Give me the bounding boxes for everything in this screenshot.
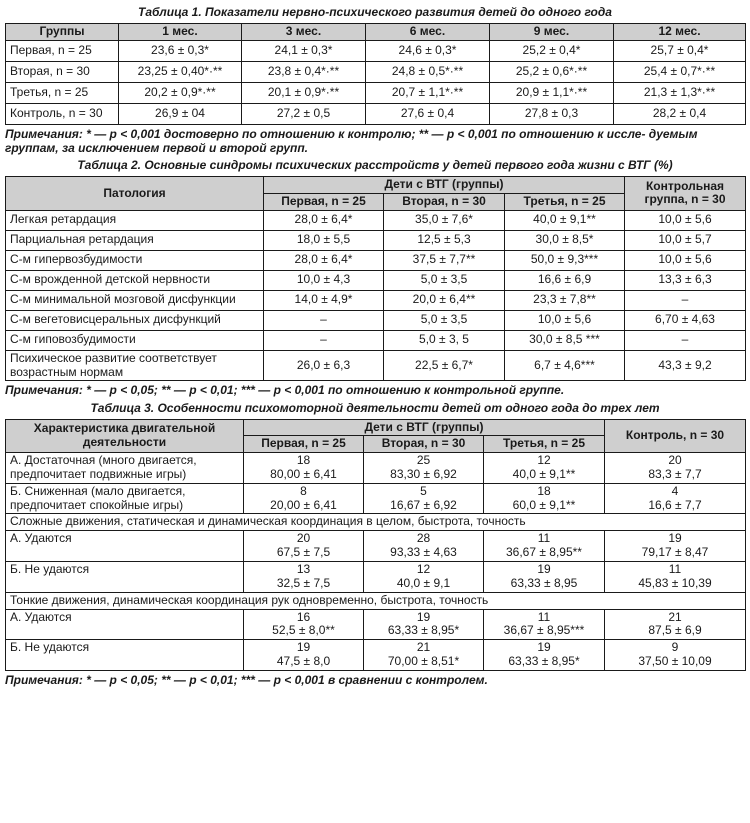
table-cell: 27,6 ± 0,4 bbox=[366, 103, 490, 124]
table-cell: 23,25 ± 0,40*·** bbox=[119, 61, 242, 82]
cell-percent: 70,00 ± 8,51* bbox=[387, 653, 460, 668]
cell-percent: 40,0 ± 9,1 bbox=[396, 575, 451, 590]
table-row bbox=[6, 350, 746, 381]
table2-subheader-first: Первая, n = 25 bbox=[264, 193, 384, 210]
row-label: А. Удаются bbox=[6, 531, 244, 562]
table-cell bbox=[605, 609, 746, 640]
table3-header-characteristic: Характеристика двигательной деятельности bbox=[6, 419, 244, 453]
table2-header-control: Контрольная группа, n = 30 bbox=[625, 177, 746, 211]
table-cell bbox=[605, 483, 746, 514]
table2-header-vtg: Дети с ВТГ (группы) bbox=[264, 177, 625, 194]
table1-header-1m: 1 мес. bbox=[119, 23, 242, 40]
table-cell: – bbox=[625, 330, 746, 350]
table-cell: 5,0 ± 3, 5 bbox=[384, 330, 505, 350]
table-row bbox=[6, 40, 746, 61]
table-cell: 28,0 ± 6,4* bbox=[264, 210, 384, 230]
table-row bbox=[6, 531, 746, 562]
cell-count: 19 bbox=[537, 640, 551, 655]
table-cell bbox=[244, 561, 364, 592]
row-label: Б. Не удаются bbox=[6, 640, 244, 671]
table-cell: 24,8 ± 0,5*·** bbox=[366, 61, 490, 82]
table-cell: 27,8 ± 0,3 bbox=[490, 103, 614, 124]
cell-count: 21 bbox=[668, 609, 682, 624]
table-row bbox=[6, 103, 746, 124]
table-cell: 16,6 ± 6,9 bbox=[505, 270, 625, 290]
table2 bbox=[5, 176, 746, 381]
cell-count: 5 bbox=[420, 483, 427, 498]
table-cell: 25,4 ± 0,7*·** bbox=[614, 61, 746, 82]
table-cell bbox=[364, 453, 484, 484]
table-cell: 6,7 ± 4,6*** bbox=[505, 350, 625, 381]
table-cell: 30,0 ± 8,5* bbox=[505, 230, 625, 250]
table-cell bbox=[484, 453, 605, 484]
table3-header-vtg: Дети с ВТГ (группы) bbox=[244, 419, 605, 436]
row-label: А. Удаются bbox=[6, 609, 244, 640]
table-cell: 20,0 ± 6,4** bbox=[384, 290, 505, 310]
cell-percent: 80,00 ± 6,41 bbox=[270, 466, 337, 481]
cell-count: 19 bbox=[537, 561, 551, 576]
section-label: Сложные движения, статическая и динамическая координация в целом, быстрота, точность bbox=[6, 514, 746, 531]
table-cell: 28,2 ± 0,4 bbox=[614, 103, 746, 124]
table-cell: 25,7 ± 0,4* bbox=[614, 40, 746, 61]
row-label: С-м вегетовисцеральных дисфункций bbox=[6, 310, 264, 330]
table-row bbox=[6, 609, 746, 640]
table-cell bbox=[244, 483, 364, 514]
cell-count: 16 bbox=[296, 609, 311, 624]
table3-subheader-first: Первая, n = 25 bbox=[244, 436, 364, 453]
table-cell: 5,0 ± 3,5 bbox=[384, 310, 505, 330]
table-cell: 24,6 ± 0,3* bbox=[366, 40, 490, 61]
cell-count: 20 bbox=[296, 531, 311, 546]
row-label: Легкая ретардация bbox=[6, 210, 264, 230]
cell-percent: 20,00 ± 6,41 bbox=[270, 497, 337, 512]
table-cell: 27,2 ± 0,5 bbox=[242, 103, 366, 124]
table-cell: 26,0 ± 6,3 bbox=[264, 350, 384, 381]
table-cell: 30,0 ± 8,5 *** bbox=[505, 330, 625, 350]
table-cell: 6,70 ± 4,63 bbox=[625, 310, 746, 330]
row-label: С-м минимальной мозговой дисфункции bbox=[6, 290, 264, 310]
table-cell bbox=[484, 483, 605, 514]
cell-percent: 32,5 ± 7,5 bbox=[276, 575, 331, 590]
table3-subheader-third: Третья, n = 25 bbox=[484, 436, 605, 453]
table-cell bbox=[364, 640, 484, 671]
table-cell: 20,1 ± 0,9*·** bbox=[242, 82, 366, 103]
cell-count: 25 bbox=[416, 453, 431, 468]
cell-percent: 47,5 ± 8,0 bbox=[276, 653, 331, 668]
table-cell bbox=[244, 609, 364, 640]
row-label: Б. Не удаются bbox=[6, 561, 244, 592]
table3-note: Примечания: * — p < 0,05; ** — p < 0,01; *** — p < 0,001 в сравнении с контролем. bbox=[5, 672, 488, 687]
table-cell: 20,9 ± 1,1*·** bbox=[490, 82, 614, 103]
table-cell: 21,3 ± 1,3*·** bbox=[614, 82, 746, 103]
row-label: Психическое развитие соответствует возрастным нормам bbox=[6, 350, 264, 381]
table-cell bbox=[364, 561, 484, 592]
row-label: Б. Сниженная (мало двигается, предпочитает спокойные игры) bbox=[6, 483, 244, 514]
table-row bbox=[6, 310, 746, 330]
table-row bbox=[6, 483, 746, 514]
table-cell: 26,9 ± 04 bbox=[119, 103, 242, 124]
table-cell bbox=[484, 640, 605, 671]
table3-caption: Таблица 3. Особенности психомоторной деятельности детей от одного года до трех лет bbox=[90, 400, 660, 415]
cell-percent: 79,17 ± 8,47 bbox=[641, 545, 709, 560]
cell-count: 4 bbox=[671, 483, 679, 498]
section-row bbox=[6, 514, 746, 531]
table-cell: 50,0 ± 9,3*** bbox=[505, 250, 625, 270]
table-cell: 20,2 ± 0,9*·** bbox=[119, 82, 242, 103]
cell-percent: 52,5 ± 8,0** bbox=[272, 623, 335, 638]
table-cell: 40,0 ± 9,1** bbox=[505, 210, 625, 230]
cell-count: 11 bbox=[668, 561, 682, 576]
table-row bbox=[6, 61, 746, 82]
cell-count: 20 bbox=[668, 453, 682, 468]
table-cell bbox=[244, 531, 364, 562]
table-cell: 12,5 ± 5,3 bbox=[384, 230, 505, 250]
table-cell bbox=[364, 531, 484, 562]
cell-count: 19 bbox=[416, 609, 431, 624]
row-label: Вторая, n = 30 bbox=[6, 61, 119, 82]
table1-header-groups: Группы bbox=[6, 23, 119, 40]
cell-percent: 40,0 ± 9,1** bbox=[512, 466, 576, 481]
table1-note: Примечания: * — p < 0,001 достоверно по отношению к контролю; ** — p < 0,001 по отношению к иссле- дуемым группам, за исключением первой и второй групп. bbox=[5, 126, 698, 155]
table-cell: 43,3 ± 9,2 bbox=[625, 350, 746, 381]
table1 bbox=[5, 23, 746, 125]
row-label: Контроль, n = 30 bbox=[6, 103, 119, 124]
table-cell bbox=[605, 561, 746, 592]
cell-count: 8 bbox=[300, 483, 307, 498]
cell-percent: 63,33 ± 8,95 bbox=[510, 575, 578, 590]
cell-count: 12 bbox=[537, 453, 551, 468]
table-row bbox=[6, 561, 746, 592]
table-row bbox=[6, 453, 746, 484]
table-cell: 23,3 ± 7,8** bbox=[505, 290, 625, 310]
section-label: Тонкие движения, динамическая координация рук одновременно, быстрота, точность bbox=[6, 592, 746, 609]
table-cell: 18,0 ± 5,5 bbox=[264, 230, 384, 250]
table-cell: 5,0 ± 3,5 bbox=[384, 270, 505, 290]
table-cell: 10,0 ± 5,6 bbox=[625, 210, 746, 230]
table-cell: 28,0 ± 6,4* bbox=[264, 250, 384, 270]
table-cell bbox=[244, 453, 364, 484]
cell-count: 9 bbox=[671, 640, 679, 655]
row-label: С-м гиповозбудимости bbox=[6, 330, 264, 350]
table-cell bbox=[484, 561, 605, 592]
table-row bbox=[6, 290, 746, 310]
table-cell: 23,8 ± 0,4*·** bbox=[242, 61, 366, 82]
table-cell: 35,0 ± 7,6* bbox=[384, 210, 505, 230]
section-row bbox=[6, 592, 746, 609]
table3-header-control: Контроль, n = 30 bbox=[605, 419, 746, 453]
table-row bbox=[6, 82, 746, 103]
table1-header-6m: 6 мес. bbox=[366, 23, 490, 40]
row-label: Первая, n = 25 bbox=[6, 40, 119, 61]
table-cell: 10,0 ± 5,6 bbox=[505, 310, 625, 330]
table2-note: Примечания: * — p < 0,05; ** — p < 0,01; *** — p < 0,001 по отношению к контрольной группе. bbox=[5, 383, 565, 398]
cell-count: 13 bbox=[296, 561, 311, 576]
table1-header-9m: 9 мес. bbox=[490, 23, 614, 40]
table-cell: 25,2 ± 0,4* bbox=[490, 40, 614, 61]
cell-percent: 93,33 ± 4,63 bbox=[390, 545, 457, 560]
table-cell bbox=[244, 640, 364, 671]
table2-caption: Таблица 2. Основные синдромы психических расстройств у детей первого года жизни с ВТГ (%) bbox=[77, 158, 673, 173]
table-cell bbox=[605, 640, 746, 671]
table-cell: 22,5 ± 6,7* bbox=[384, 350, 505, 381]
table-row bbox=[6, 250, 746, 270]
cell-percent: 83,3 ± 7,7 bbox=[648, 466, 702, 481]
cell-percent: 36,67 ± 8,95** bbox=[506, 545, 582, 560]
table-cell: 37,5 ± 7,7** bbox=[384, 250, 505, 270]
cell-percent: 67,5 ± 7,5 bbox=[276, 545, 331, 560]
table2-header-pathology: Патология bbox=[6, 177, 264, 211]
cell-count: 28 bbox=[416, 531, 431, 546]
cell-count: 11 bbox=[537, 531, 551, 546]
row-label: Третья, n = 25 bbox=[6, 82, 119, 103]
table3-subheader-second: Вторая, n = 30 bbox=[364, 436, 484, 453]
cell-percent: 60,0 ± 9,1** bbox=[512, 497, 576, 512]
table1-caption: Таблица 1. Показатели нервно-психического развития детей до одного года bbox=[138, 5, 612, 19]
table-cell bbox=[484, 609, 605, 640]
table-cell: 14,0 ± 4,9* bbox=[264, 290, 384, 310]
cell-percent: 83,30 ± 6,92 bbox=[390, 466, 457, 481]
table-cell: 10,0 ± 4,3 bbox=[264, 270, 384, 290]
cell-percent: 87,5 ± 6,9 bbox=[648, 623, 702, 638]
table-cell: – bbox=[264, 310, 384, 330]
cell-percent: 36,67 ± 8,95*** bbox=[503, 623, 585, 638]
cell-percent: 63,33 ± 8,95* bbox=[508, 653, 580, 668]
row-label: С-м гипервозбудимости bbox=[6, 250, 264, 270]
cell-percent: 16,6 ± 7,7 bbox=[648, 497, 702, 512]
cell-count: 19 bbox=[668, 531, 682, 546]
cell-percent: 63,33 ± 8,95* bbox=[387, 623, 460, 638]
row-label: С-м врожденной детской нервности bbox=[6, 270, 264, 290]
cell-count: 18 bbox=[537, 483, 551, 498]
table-cell: 25,2 ± 0,6*·** bbox=[490, 61, 614, 82]
table-cell: 10,0 ± 5,6 bbox=[625, 250, 746, 270]
table-row bbox=[6, 330, 746, 350]
table3 bbox=[5, 419, 746, 671]
table1-header-3m: 3 мес. bbox=[242, 23, 366, 40]
table-cell bbox=[605, 453, 746, 484]
row-label: А. Достаточная (много двигается, предпочитает подвижные игры) bbox=[6, 453, 244, 484]
table-cell: 24,1 ± 0,3* bbox=[242, 40, 366, 61]
cell-percent: 16,67 ± 6,92 bbox=[390, 497, 457, 512]
cell-count: 19 bbox=[296, 640, 311, 655]
table-cell bbox=[484, 531, 605, 562]
cell-count: 21 bbox=[416, 640, 431, 655]
table-cell bbox=[605, 531, 746, 562]
table1-header-12m: 12 мес. bbox=[614, 23, 746, 40]
table-cell bbox=[364, 609, 484, 640]
table-cell: – bbox=[264, 330, 384, 350]
cell-count: 12 bbox=[416, 561, 431, 576]
table2-subheader-second: Вторая, n = 30 bbox=[384, 193, 505, 210]
cell-count: 18 bbox=[296, 453, 311, 468]
cell-percent: 37,50 ± 10,09 bbox=[638, 653, 712, 668]
table-row bbox=[6, 230, 746, 250]
cell-percent: 45,83 ± 10,39 bbox=[638, 575, 712, 590]
table-cell: 13,3 ± 6,3 bbox=[625, 270, 746, 290]
table-cell: – bbox=[625, 290, 746, 310]
table-cell: 20,7 ± 1,1*·** bbox=[366, 82, 490, 103]
row-label: Парциальная ретардация bbox=[6, 230, 264, 250]
table-cell bbox=[364, 483, 484, 514]
table-row bbox=[6, 640, 746, 671]
table-cell: 23,6 ± 0,3* bbox=[119, 40, 242, 61]
table-row bbox=[6, 270, 746, 290]
table2-subheader-third: Третья, n = 25 bbox=[505, 193, 625, 210]
cell-count: 11 bbox=[537, 609, 551, 624]
table-cell: 10,0 ± 5,7 bbox=[625, 230, 746, 250]
table-row bbox=[6, 210, 746, 230]
